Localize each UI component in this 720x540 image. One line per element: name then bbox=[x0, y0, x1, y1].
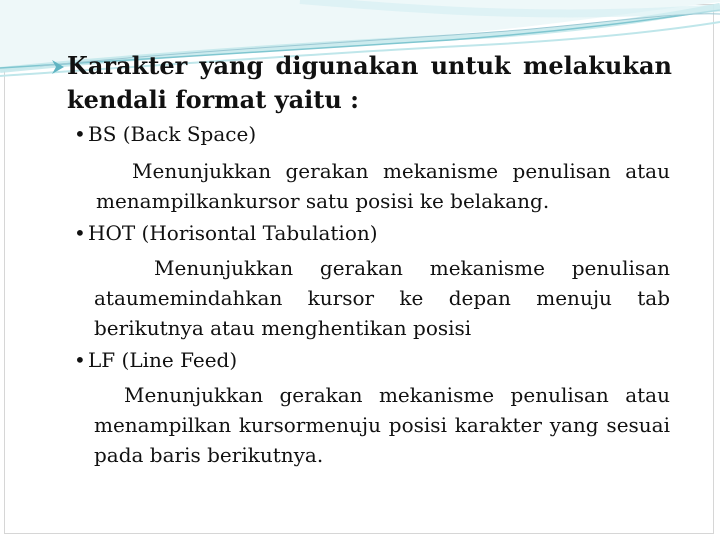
sub-item-description bbox=[96, 156, 670, 216]
sub-item-title: HOT (Horisontal Tabulation) bbox=[88, 221, 378, 245]
description-line: Menunjukkan gerakan mekanisme penulisan atau bbox=[124, 383, 670, 407]
dot-bullet-icon: • bbox=[74, 122, 86, 146]
heading-line-1: Karakter yang digunakan untuk melakukan bbox=[67, 51, 672, 80]
sub-item-description bbox=[94, 253, 670, 343]
sub-item-title: BS (Back Space) bbox=[88, 122, 257, 146]
sub-item-bs bbox=[74, 121, 256, 147]
dot-bullet-icon: • bbox=[74, 221, 86, 245]
sub-item-title: LF (Line Feed) bbox=[88, 348, 238, 372]
dot-bullet-icon: • bbox=[74, 348, 86, 372]
description-line: pada baris berikutnya. bbox=[94, 443, 324, 467]
description-line: menampilkankursor satu posisi ke belakang. bbox=[96, 189, 550, 213]
description-line: ataumemindahkan kursor ke depan menuju tab bbox=[94, 286, 670, 310]
sub-item-hot bbox=[74, 220, 378, 246]
description-line: menampilkan kursormenuju posisi karakter yang sesuai bbox=[94, 413, 670, 437]
sub-item-description bbox=[94, 380, 670, 470]
description-line: Menunjukkan gerakan mekanisme penulisan atau bbox=[132, 159, 670, 183]
description-line: Menunjukkan gerakan mekanisme penulisan bbox=[154, 256, 670, 280]
heading-line-2: kendali format yaitu : bbox=[67, 85, 359, 114]
description-line: berikutnya atau menghentikan posisi bbox=[94, 316, 472, 340]
sub-item-lf bbox=[74, 347, 237, 373]
arrow-bullet-icon bbox=[50, 59, 66, 75]
